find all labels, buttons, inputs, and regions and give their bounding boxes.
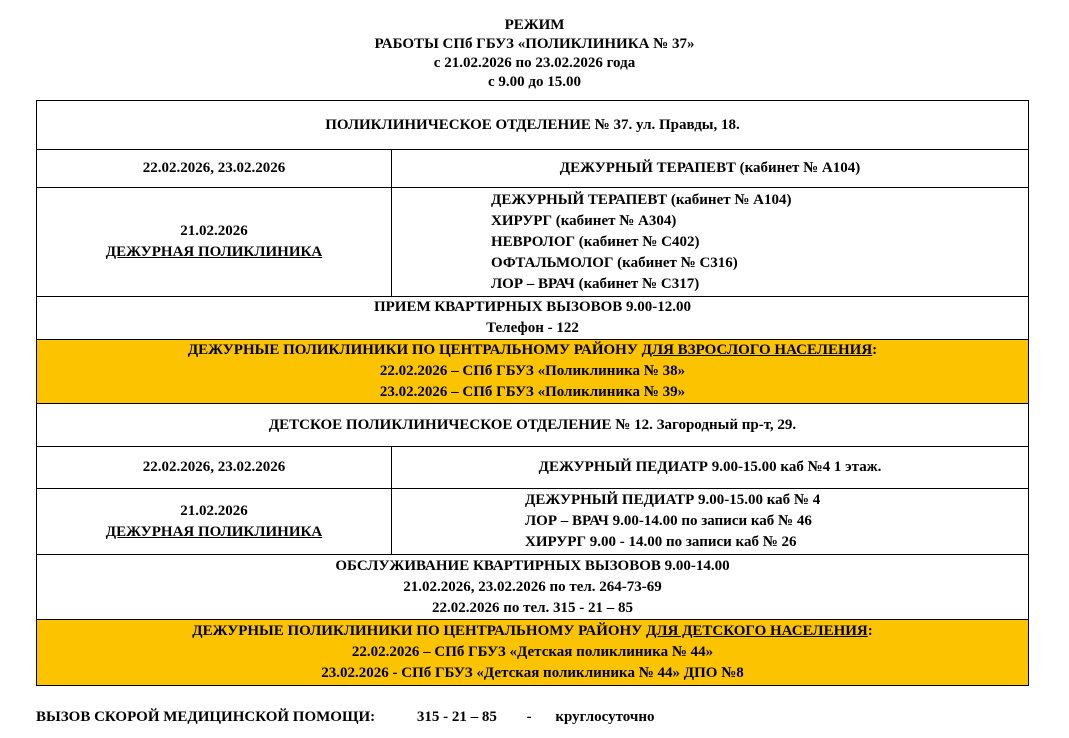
adult-dept-title: ПОЛИКЛИНИЧЕСКОЕ ОТДЕЛЕНИЕ № 37. ул. Правды, 18.	[37, 101, 1029, 150]
children-row2-doctor-list	[392, 489, 1029, 555]
children-duty-title-prefix: ДЕЖУРНЫЕ ПОЛИКЛИНИКИ ПО ЦЕНТРАЛЬНОМУ РАЙОНУ	[192, 623, 646, 639]
adult-duty-title-prefix: ДЕЖУРНЫЕ ПОЛИКЛИНИКИ ПО ЦЕНТРАЛЬНОМУ РАЙОНУ	[187, 342, 642, 358]
children-doctor-item: ХИРУРГ 9.00 - 14.00 по записи каб № 26	[525, 534, 797, 550]
schedule-table	[36, 100, 1029, 686]
adult-duty-line: 22.02.2026 – СПб ГБУЗ «Поликлиника № 38»	[379, 363, 686, 379]
ambulance-label: ВЫЗОВ СКОРОЙ МЕДИЦИНСКОЙ ПОМОЩИ:	[36, 709, 376, 725]
children-duty-cell	[37, 620, 1029, 686]
children-dept-row	[37, 404, 1029, 447]
children-calls-line: 22.02.2026 по тел. 315 - 21 – 85	[431, 599, 634, 616]
children-row1-dates: 22.02.2026, 23.02.2026	[37, 447, 392, 489]
document-header	[0, 16, 1069, 92]
adult-calls-phone: Телефон - 122	[486, 320, 579, 336]
children-calls-cell	[37, 555, 1029, 620]
adult-duty-title-underlined: ДЛЯ ВЗРОСЛОГО НАСЕЛЕНИЯ	[641, 342, 873, 358]
adult-dept-row	[37, 101, 1029, 150]
header-title: РЕЖИМ	[504, 17, 565, 33]
adult-duty-title-suffix: :	[872, 342, 878, 358]
header-date-range: с 21.02.2026 по 23.02.2026 года	[433, 55, 636, 71]
adult-calls-row	[37, 297, 1029, 340]
adult-duty-row	[37, 340, 1029, 404]
children-row-2	[37, 489, 1029, 555]
adult-doctor-item: ХИРУРГ (кабинет № А304)	[491, 212, 677, 229]
children-row2-cell	[37, 489, 392, 555]
children-calls-line: 21.02.2026, 23.02.2026 по тел. 264-73-69	[403, 578, 662, 595]
children-duty-title-underlined: ДЛЯ ДЕТСКОГО НАСЕЛЕНИЯ	[646, 623, 868, 639]
adult-duty-line: 23.02.2026 – СПб ГБУЗ «Поликлиника № 39»	[379, 384, 686, 400]
children-row1-doctor: ДЕЖУРНЫЙ ПЕДИАТР 9.00-15.00 каб №4 1 этаж.	[392, 447, 1029, 489]
children-duty-line: 23.02.2026 - СПб ГБУЗ «Детская поликлиника № 44» ДПО №8	[321, 665, 744, 681]
children-row2-date: 21.02.2026	[180, 502, 248, 519]
ambulance-dash: -	[526, 709, 532, 725]
children-duty-title-suffix: :	[867, 623, 873, 639]
adult-duty-title	[41, 340, 1024, 361]
adult-row-1	[37, 150, 1029, 188]
ambulance-phone: 315 - 21 – 85	[416, 709, 497, 725]
children-doctor-item: ЛОР – ВРАЧ 9.00-14.00 по записи каб № 46	[525, 513, 812, 529]
children-duty-line: 22.02.2026 – СПб ГБУЗ «Детская поликлиника № 44»	[351, 644, 714, 660]
adult-row2-date: 21.02.2026	[180, 223, 248, 239]
header-organization: РАБОТЫ СПб ГБУЗ «ПОЛИКЛИНИКА № 37»	[374, 36, 695, 52]
children-row-1	[37, 447, 1029, 489]
children-row2-label: ДЕЖУРНАЯ ПОЛИКЛИНИКА	[105, 523, 323, 540]
children-calls-title: ОБСЛУЖИВАНИЕ КВАРТИРНЫХ ВЫЗОВОВ 9.00-14.00	[335, 557, 730, 574]
children-calls-row	[37, 555, 1029, 620]
adult-row1-dates: 22.02.2026, 23.02.2026	[37, 150, 392, 188]
adult-doctor-item: ЛОР – ВРАЧ (кабинет № С317)	[491, 275, 700, 292]
adult-doctor-item: ОФТАЛЬМОЛОГ (кабинет № С316)	[491, 254, 738, 271]
ambulance-footer	[36, 707, 654, 727]
children-duty-row	[37, 620, 1029, 686]
adult-row1-doctor: ДЕЖУРНЫЙ ТЕРАПЕВТ (кабинет № А104)	[392, 150, 1029, 188]
adult-duty-cell	[37, 340, 1029, 404]
adult-row2-cell	[37, 188, 392, 297]
children-duty-title	[41, 621, 1024, 642]
adult-doctor-item: НЕВРОЛОГ (кабинет № С402)	[491, 233, 700, 250]
children-dept-title: ДЕТСКОЕ ПОЛИКЛИНИЧЕСКОЕ ОТДЕЛЕНИЕ № 12. Загородный пр-т, 29.	[37, 404, 1029, 447]
adult-row2-label: ДЕЖУРНАЯ ПОЛИКЛИНИКА	[105, 244, 323, 260]
header-hours: с 9.00 до 15.00	[488, 74, 581, 90]
adult-calls-title: ПРИЕМ КВАРТИРНЫХ ВЫЗОВОВ 9.00-12.00	[373, 299, 692, 315]
adult-doctor-item: ДЕЖУРНЫЙ ТЕРАПЕВТ (кабинет № А104)	[491, 191, 792, 208]
ambulance-hours: круглосуточно	[555, 709, 655, 725]
children-doctor-item: ДЕЖУРНЫЙ ПЕДИАТР 9.00-15.00 каб № 4	[525, 492, 821, 508]
adult-calls-cell	[37, 297, 1029, 340]
adult-row2-doctor-list	[392, 188, 1029, 297]
adult-row-2	[37, 188, 1029, 297]
